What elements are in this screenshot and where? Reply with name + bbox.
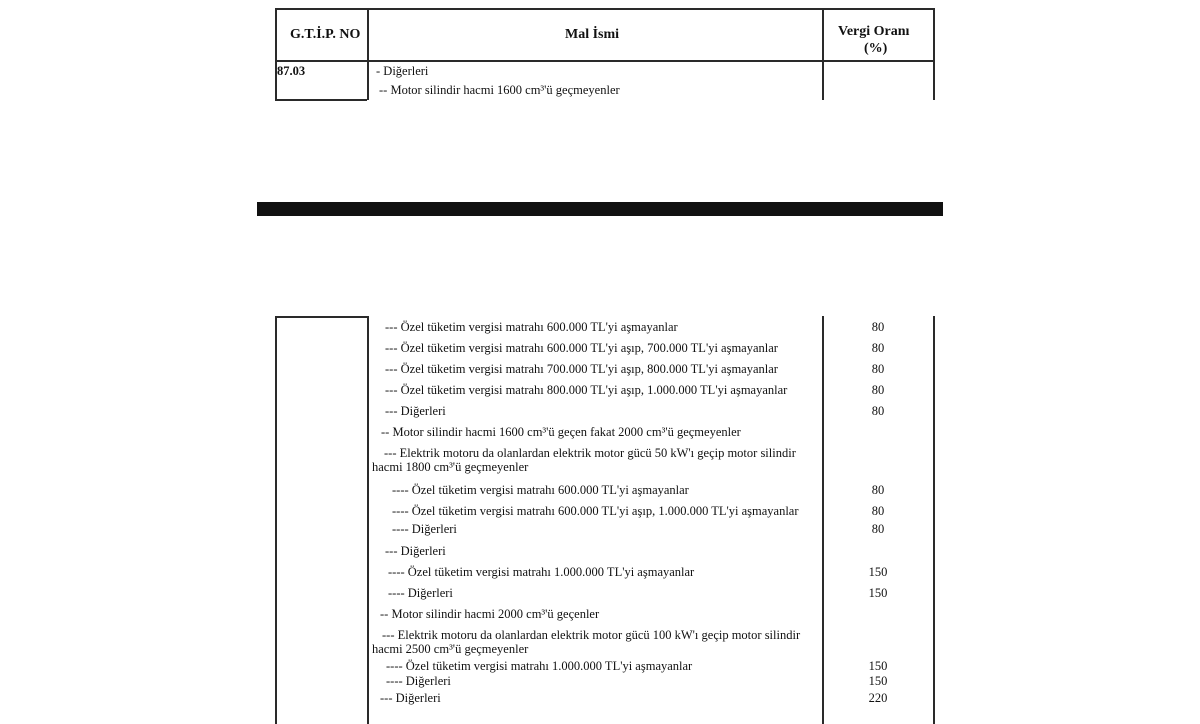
table-right-border-2 bbox=[933, 316, 935, 724]
rate-cell: 150 bbox=[868, 674, 888, 688]
table-row: -- Motor silindir hacmi 1600 cm³'ü geçen fakat 2000 cm³'ü geçmeyenler bbox=[381, 425, 741, 439]
table-row: --- Elektrik motoru da olanlardan elektrik motor gücü 50 kW'ı geçip motor silindir hacmi 1800 cm³'ü geçmeyenler bbox=[372, 446, 796, 474]
col-divider-2 bbox=[822, 8, 824, 100]
rate-cell: 80 bbox=[871, 320, 885, 334]
col-divider-1b bbox=[367, 316, 369, 724]
rate-cell: 80 bbox=[871, 341, 885, 355]
table-top-border bbox=[275, 8, 934, 10]
table-row: ---- Özel tüketim vergisi matrahı 600.000 TL'yi aşmayanlar bbox=[392, 483, 689, 497]
row-motor-1600: -- Motor silindir hacmi 1600 cm³'ü geçmeyenler bbox=[379, 83, 620, 97]
table-row: --- Elektrik motoru da olanlardan elektrik motor gücü 100 kW'ı geçip motor silindir hacmi 2500 cm³'ü geçmeyenler bbox=[372, 628, 801, 656]
table-row: ---- Diğerleri bbox=[392, 522, 457, 536]
header-name: Mal İsmi bbox=[565, 27, 620, 42]
table-row: ---- Özel tüketim vergisi matrahı 1.000.000 TL'yi aşmayanlar bbox=[386, 659, 693, 673]
header-rate-line1: Vergi Oranı bbox=[838, 24, 910, 39]
table-left-border-2 bbox=[275, 316, 277, 724]
header-bottom-border bbox=[275, 60, 934, 62]
rate-cell: 80 bbox=[871, 522, 885, 536]
table-row: --- Özel tüketim vergisi matrahı 800.000 TL'yi aşıp, 1.000.000 TL'yi aşmayanlar bbox=[385, 383, 788, 397]
table-row: ---- Özel tüketim vergisi matrahı 600.000 TL'yi aşıp, 1.000.000 TL'yi aşmayanlar bbox=[392, 504, 799, 518]
rate-cell: 220 bbox=[868, 691, 888, 705]
table-row: -- Motor silindir hacmi 2000 cm³'ü geçenler bbox=[380, 607, 600, 621]
table-row: --- Diğerleri bbox=[380, 691, 441, 705]
table-row: ---- Diğerleri bbox=[386, 674, 451, 688]
table-row: --- Özel tüketim vergisi matrahı 600.000 TL'yi aşıp, 700.000 TL'yi aşmayanlar bbox=[385, 341, 778, 355]
table-left-border bbox=[275, 8, 277, 100]
page-separator-bar bbox=[257, 202, 943, 216]
code-value: 87.03 bbox=[277, 64, 306, 78]
header-rate-line2: (%) bbox=[864, 41, 888, 56]
rate-cell: 80 bbox=[871, 404, 885, 418]
table-right-border bbox=[933, 8, 935, 100]
rate-cell: 80 bbox=[871, 504, 885, 518]
code-cell-bottom-border bbox=[275, 99, 367, 101]
table-row: --- Diğerleri bbox=[385, 404, 446, 418]
col-divider-1 bbox=[367, 8, 369, 100]
table-row: --- Özel tüketim vergisi matrahı 700.000 TL'yi aşıp, 800.000 TL'yi aşmayanlar bbox=[385, 362, 778, 376]
table-row: --- Özel tüketim vergisi matrahı 600.000 TL'yi aşmayanlar bbox=[385, 320, 678, 334]
table-row: ---- Diğerleri bbox=[388, 586, 453, 600]
row-others: - Diğerleri bbox=[376, 64, 429, 78]
header-code: G.T.İ.P. NO bbox=[290, 27, 361, 42]
rate-cell: 150 bbox=[868, 586, 888, 600]
table-row: ---- Özel tüketim vergisi matrahı 1.000.000 TL'yi aşmayanlar bbox=[388, 565, 695, 579]
rate-cell: 150 bbox=[868, 565, 888, 579]
rate-cell: 150 bbox=[868, 659, 888, 673]
rate-cell: 80 bbox=[871, 362, 885, 376]
rate-cell: 80 bbox=[871, 483, 885, 497]
code-cell-top-border bbox=[275, 316, 367, 318]
rate-cell: 80 bbox=[871, 383, 885, 397]
table-row: --- Diğerleri bbox=[385, 544, 446, 558]
